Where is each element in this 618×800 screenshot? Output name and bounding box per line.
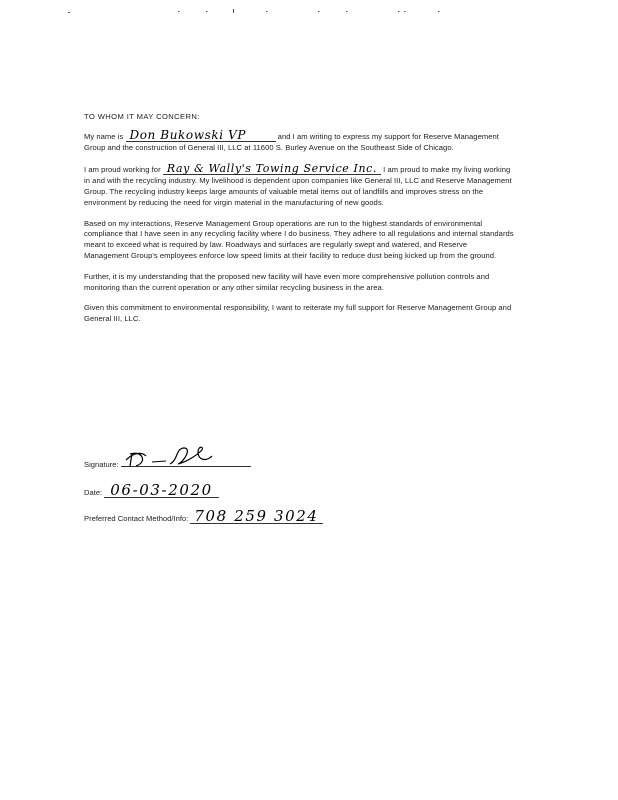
employment-prefix: I am proud working for bbox=[84, 165, 161, 175]
handwritten-name: Don Bukowski VP bbox=[126, 130, 276, 142]
letter-body bbox=[84, 112, 514, 335]
contact-row bbox=[84, 507, 323, 525]
paragraph-compliance: Based on my interactions, Reserve Management Group operations are run to the highest standards of environmental compliance that I have seen in any recycling facility where I do business. They adhere to all regulations and internal standards meant to exceed what is required by law. Roadways and surfaces are regularly swept and watered, and Reserve Management Group's employees enforce low speed limits at their facility to reduce dust being kicked up from the ground. bbox=[84, 218, 514, 260]
scan-artifact-dots bbox=[0, 4, 618, 16]
contact-label: Preferred Contact Method/Info: bbox=[84, 514, 189, 523]
salutation: TO WHOM IT MAY CONCERN: bbox=[84, 112, 200, 121]
date-label: Date: bbox=[84, 488, 103, 497]
handwritten-signature bbox=[120, 442, 240, 470]
paragraph-closing: Given this commitment to environmental responsibility, I want to reiterate my full support for Reserve Management Group and General III, LLC. bbox=[84, 303, 512, 324]
handwritten-phone: 708 259 3024 bbox=[190, 510, 322, 524]
intro-suffix: and I am writing to express my support for Reserve Management Group and the construction of General III, LLC at 11600 S. Burley Avenue on the Southeast Side of Chicago. bbox=[84, 131, 499, 152]
handwritten-date: 06-03-2020 bbox=[104, 484, 218, 498]
intro-prefix: My name is bbox=[84, 131, 124, 141]
paragraph-intro bbox=[84, 127, 514, 154]
signature-block bbox=[84, 448, 514, 538]
employment-suffix: I am proud to make my living working in and with the recycling industry. My livelihood is dependent upon companies like General III, LLC and Reserve Management Group. The recycling industry keeps large amounts of valuable metal items out of landfills and improves stress on the environment by reducing the need for virgin material in the manufacturing of new goods. bbox=[84, 165, 512, 207]
paragraph-new-facility: Further, it is my understanding that the proposed new facility will have even more comprehensive pollution controls and monitoring than the current operation or any other similar recycling business in the area. bbox=[84, 271, 490, 292]
paragraph-employment bbox=[84, 163, 514, 208]
handwritten-company: Ray & Wally's Towing Service Inc. bbox=[163, 163, 381, 175]
signature-label: Signature: bbox=[84, 460, 119, 469]
date-row bbox=[84, 481, 219, 499]
